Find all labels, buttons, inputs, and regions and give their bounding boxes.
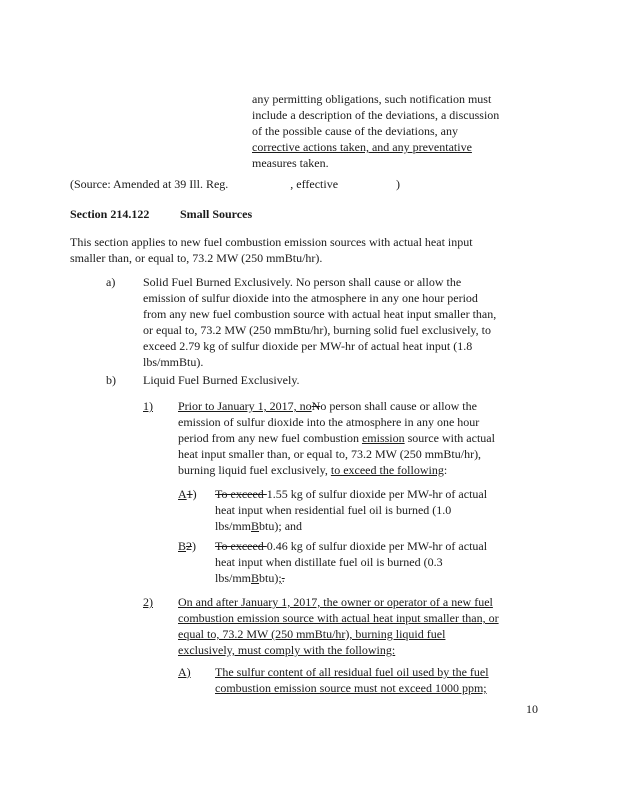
item-1-line-5 <box>178 462 447 478</box>
sub-b-strike: To exceed <box>215 539 267 553</box>
para-a-line-2: emission of sulfur dioxide into the atmosphere in any one hour period <box>143 291 478 305</box>
item-1-text: o person shall cause or allow the <box>320 399 477 413</box>
source-prefix: (Source: Amended at 39 Ill. Reg. <box>70 177 229 191</box>
item-1-l3-emission: emission <box>361 431 405 445</box>
item-1-l3-a: period from any new fuel combustion <box>178 431 362 445</box>
sub-b-l3-a: lbs/mm <box>215 571 252 585</box>
sub-b-label-end: ) <box>192 539 197 553</box>
sub-b-l3-b: B <box>251 571 260 585</box>
item-1-line-4: heat input smaller than, or equal to, 73.2 MW (250 mmBtu/hr), <box>178 447 482 461</box>
continuation-line-3: of the possible cause of the deviations, any <box>252 124 458 138</box>
sub-a-strike: To exceed <box>215 487 267 501</box>
item-1-label: 1) <box>143 399 153 413</box>
item-1-line-3 <box>178 430 495 446</box>
para-a-line-3: from any new fuel combustion source with actual heat input smaller than, <box>143 307 497 321</box>
source-close: ) <box>396 177 401 191</box>
item-1-line-2: emission of sulfur dioxide into the atmosphere in any one hour <box>178 415 480 429</box>
item-1-l5-inserted: to exceed the following <box>330 463 444 477</box>
para-a-line-1: Solid Fuel Burned Exclusively. No person shall cause or allow the <box>143 275 462 289</box>
intro-line-1: This section applies to new fuel combustion emission sources with actual heat input <box>70 235 473 249</box>
item-2-label: 2) <box>143 595 153 609</box>
sub-a-label-new: A <box>178 487 187 501</box>
sub-b-label-old: 2 <box>186 539 193 553</box>
page-number: 10 <box>526 702 538 716</box>
continuation-line-4: corrective actions taken, and any preventative <box>252 140 472 154</box>
item-1-l5-a: burning liquid fuel exclusively, <box>178 463 331 477</box>
source-effective: , effective <box>290 177 339 191</box>
intro-line-2: smaller than, or equal to, 73.2 MW (250 mmBtu/hr). <box>70 251 323 265</box>
para-a-line-4: or equal to, 73.2 MW (250 mmBtu/hr), burning solid fuel exclusively, to <box>143 323 491 337</box>
item-1-deleted-N: N <box>311 399 321 413</box>
item-2-sub-a-line-1: The sulfur content of all residual fuel oil used by the fuel <box>215 665 489 679</box>
item-2-line-1: On and after January 1, 2017, the owner or operator of a new fuel <box>178 595 493 609</box>
sub-b-line-2: heat input when distillate fuel oil is burned (0.3 <box>215 555 443 569</box>
section-title: Small Sources <box>180 207 253 221</box>
sub-b-l3-deleted: . <box>281 571 285 585</box>
item-1-line-1 <box>178 398 477 414</box>
section-number: Section 214.122 <box>70 207 150 221</box>
sub-b-l3-c: btu) <box>259 571 279 585</box>
sub-b-label <box>178 538 196 554</box>
sub-a-line-2: heat input when residential fuel oil is burned (1.0 <box>215 503 452 517</box>
para-a-line-6: lbs/mmBtu). <box>143 355 204 369</box>
para-b-heading: Liquid Fuel Burned Exclusively. <box>143 373 300 387</box>
sub-a-l3-c: btu); and <box>259 519 303 533</box>
continuation-line-2: include a description of the deviations, a discussion <box>252 108 500 122</box>
continuation-line-5: measures taken. <box>252 156 329 170</box>
sub-a-l3-b: B <box>251 519 260 533</box>
sub-b-l3-inserted: ; <box>278 571 282 585</box>
sub-a-label-end: ) <box>192 487 197 501</box>
para-a-line-5: exceed 2.79 kg of sulfur dioxide per MW-hr of actual heat input (1.8 <box>143 339 473 353</box>
sub-a-label <box>178 486 197 502</box>
para-a-label: a) <box>106 275 116 289</box>
sub-a-label-old: 1 <box>186 487 193 501</box>
sub-a-l1: 1.55 kg of sulfur dioxide per MW-hr of actual <box>266 487 488 501</box>
sub-b-line-1 <box>215 538 487 554</box>
sub-a-l3-a: lbs/mm <box>215 519 252 533</box>
item-1-l5-c: : <box>443 463 448 477</box>
sub-a-line-3 <box>215 518 302 534</box>
source-note <box>70 176 400 192</box>
sub-b-l1: 0.46 kg of sulfur dioxide per MW-hr of actual <box>266 539 488 553</box>
item-1-l3-c: source with actual <box>404 431 495 445</box>
sub-b-line-3 <box>215 570 285 586</box>
continuation-line-1: any permitting obligations, such notification must <box>252 92 492 106</box>
item-1-inserted-prefix: Prior to January 1, 2017, no <box>178 399 312 413</box>
item-2-line-4: exclusively, must comply with the following: <box>178 643 396 657</box>
sub-b-label-new: B <box>178 539 187 553</box>
sub-a-line-1 <box>215 486 487 502</box>
para-b-label: b) <box>106 373 116 387</box>
item-2-sub-a-label: A) <box>178 665 191 679</box>
item-2-line-2: combustion emission source with actual heat input smaller than, or <box>178 611 499 625</box>
item-2-line-3: equal to, 73.2 MW (250 mmBtu/hr), burning liquid fuel <box>178 627 446 641</box>
item-2-sub-a-line-2: combustion emission source must not exceed 1000 ppm; <box>215 681 487 695</box>
